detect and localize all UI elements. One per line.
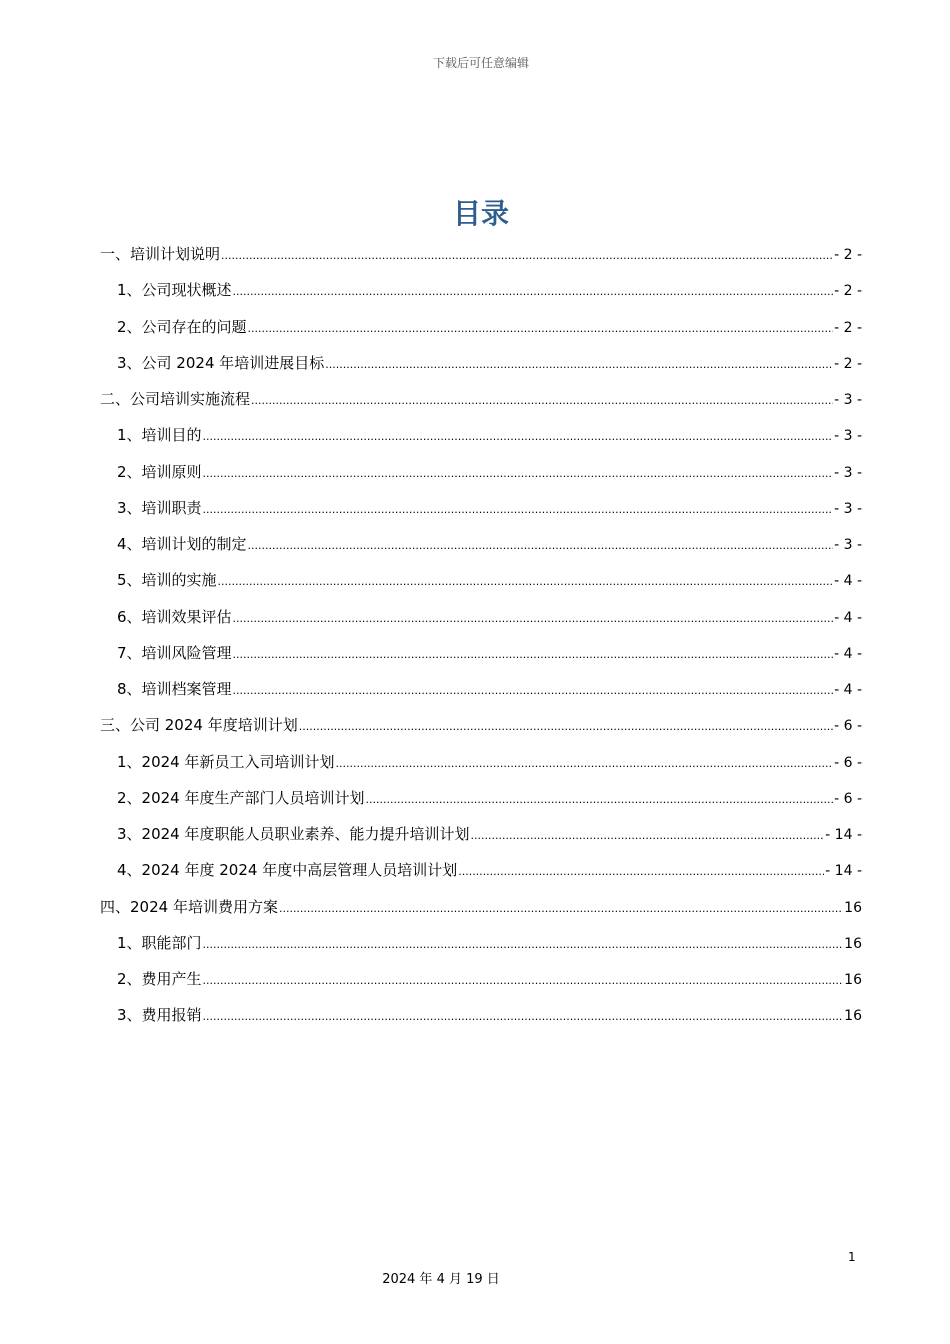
toc-entry[interactable] <box>100 925 862 961</box>
toc-entry[interactable] <box>100 816 862 852</box>
toc-entry-label: 4、培训计划的制定 <box>117 535 247 553</box>
toc-dot-leader <box>233 601 834 637</box>
toc-title: 目录 <box>452 197 509 230</box>
footer-date: 2024 年 4 月 19 日 <box>382 1272 500 1287</box>
toc-dot-leader <box>203 999 844 1035</box>
toc-entry-page: - 2 - <box>834 355 862 372</box>
toc-entry-label: 4、2024 年度 2024 年度中高层管理人员培训计划 <box>117 861 458 880</box>
toc-entry[interactable] <box>100 490 862 526</box>
toc-entry-label: 3、2024 年度职能人员职业素养、能力提升培训计划 <box>117 825 470 843</box>
toc-entry[interactable] <box>100 744 862 780</box>
toc-entry-label: 3、费用报销 <box>117 1006 202 1025</box>
toc-dot-leader <box>336 746 834 782</box>
toc-entry-page: - 2 - <box>834 283 862 300</box>
toc-dot-leader <box>233 637 834 673</box>
toc-dot-leader <box>233 673 834 709</box>
toc-dot-leader <box>471 818 825 854</box>
toc-entry[interactable] <box>100 272 862 308</box>
toc-entry[interactable] <box>100 309 862 345</box>
toc-entry-page: 16 <box>844 899 862 916</box>
toc-entry[interactable] <box>100 562 862 598</box>
toc-entry-page: - 3 - <box>834 537 862 553</box>
toc-entry-label: 2、公司存在的问题 <box>117 317 247 336</box>
toc-entry-label: 1、2024 年新员工入司培训计划 <box>117 752 335 771</box>
toc-entry[interactable] <box>100 707 862 743</box>
table-of-contents <box>100 236 862 1034</box>
toc-dot-leader <box>221 238 833 274</box>
toc-entry[interactable] <box>100 961 862 997</box>
toc-entry-label: 二、公司培训实施流程 <box>100 390 251 408</box>
toc-entry[interactable] <box>100 345 862 381</box>
toc-dot-leader <box>248 311 834 347</box>
toc-entry[interactable] <box>100 997 862 1033</box>
toc-dot-leader <box>203 492 834 528</box>
toc-entry-label: 四、2024 年培训费用方案 <box>100 897 278 916</box>
toc-entry[interactable] <box>100 852 862 888</box>
toc-dot-leader <box>203 456 834 492</box>
toc-entry[interactable] <box>100 417 862 453</box>
toc-dot-leader <box>366 782 834 818</box>
toc-dot-leader <box>248 528 834 564</box>
toc-dot-leader <box>233 274 834 310</box>
toc-entry-page: 16 <box>844 972 862 988</box>
toc-entry-label: 8、培训档案管理 <box>117 680 232 698</box>
toc-entry-page: - 14 - <box>825 863 862 880</box>
toc-entry-page: - 4 - <box>834 645 862 662</box>
toc-dot-leader <box>325 347 833 383</box>
toc-entry-label: 3、公司 2024 年培训进展目标 <box>117 353 325 372</box>
toc-entry-page: 16 <box>844 1008 862 1025</box>
toc-entry-page: - 3 - <box>834 392 862 408</box>
toc-entry-label: 2、费用产生 <box>117 970 202 988</box>
toc-entry-label: 6、培训效果评估 <box>117 607 232 626</box>
toc-entry-page: - 6 - <box>834 754 862 771</box>
toc-entry-label: 5、培训的实施 <box>117 571 217 590</box>
toc-dot-leader <box>203 419 834 455</box>
toc-entry-label: 一、培训计划说明 <box>100 245 221 263</box>
toc-dot-leader <box>203 927 844 963</box>
toc-entry[interactable] <box>100 671 862 707</box>
toc-entry-label: 1、职能部门 <box>117 933 202 952</box>
toc-entry-label: 3、培训职责 <box>117 498 202 517</box>
toc-entry-page: - 4 - <box>834 573 862 590</box>
page-number: 1 <box>848 1250 856 1264</box>
toc-entry-label: 1、公司现状概述 <box>117 281 232 300</box>
toc-dot-leader <box>203 963 844 999</box>
toc-entry-label: 7、培训风险管理 <box>117 643 232 662</box>
toc-entry[interactable] <box>100 780 862 816</box>
toc-dot-leader <box>218 564 834 600</box>
toc-entry-page: - 3 - <box>834 464 862 481</box>
toc-dot-leader <box>251 383 833 419</box>
toc-entry-label: 1、培训目的 <box>117 426 202 445</box>
toc-entry-page: - 2 - <box>834 319 862 336</box>
toc-dot-leader <box>299 709 833 745</box>
toc-entry-page: - 6 - <box>834 790 862 807</box>
toc-dot-leader <box>279 891 843 927</box>
toc-entry-page: - 2 - <box>834 247 862 263</box>
toc-entry-page: - 6 - <box>834 718 862 735</box>
toc-entry[interactable] <box>100 236 862 272</box>
toc-entry-page: - 3 - <box>834 428 862 445</box>
toc-entry[interactable] <box>100 889 862 925</box>
toc-entry-page: 16 <box>844 935 862 952</box>
toc-entry[interactable] <box>100 454 862 490</box>
toc-entry-label: 三、公司 2024 年度培训计划 <box>100 716 298 735</box>
toc-entry[interactable] <box>100 635 862 671</box>
toc-entry-page: - 4 - <box>834 682 862 698</box>
header-note: 下载后可任意编辑 <box>432 56 529 70</box>
toc-entry-label: 2、培训原则 <box>117 462 202 481</box>
toc-dot-leader <box>458 854 824 890</box>
toc-entry-label: 2、2024 年度生产部门人员培训计划 <box>117 788 365 807</box>
toc-entry-page: - 14 - <box>825 827 862 843</box>
toc-entry[interactable] <box>100 599 862 635</box>
toc-entry[interactable] <box>100 526 862 562</box>
toc-entry-page: - 4 - <box>834 609 862 626</box>
toc-entry[interactable] <box>100 381 862 417</box>
toc-entry-page: - 3 - <box>834 500 862 517</box>
